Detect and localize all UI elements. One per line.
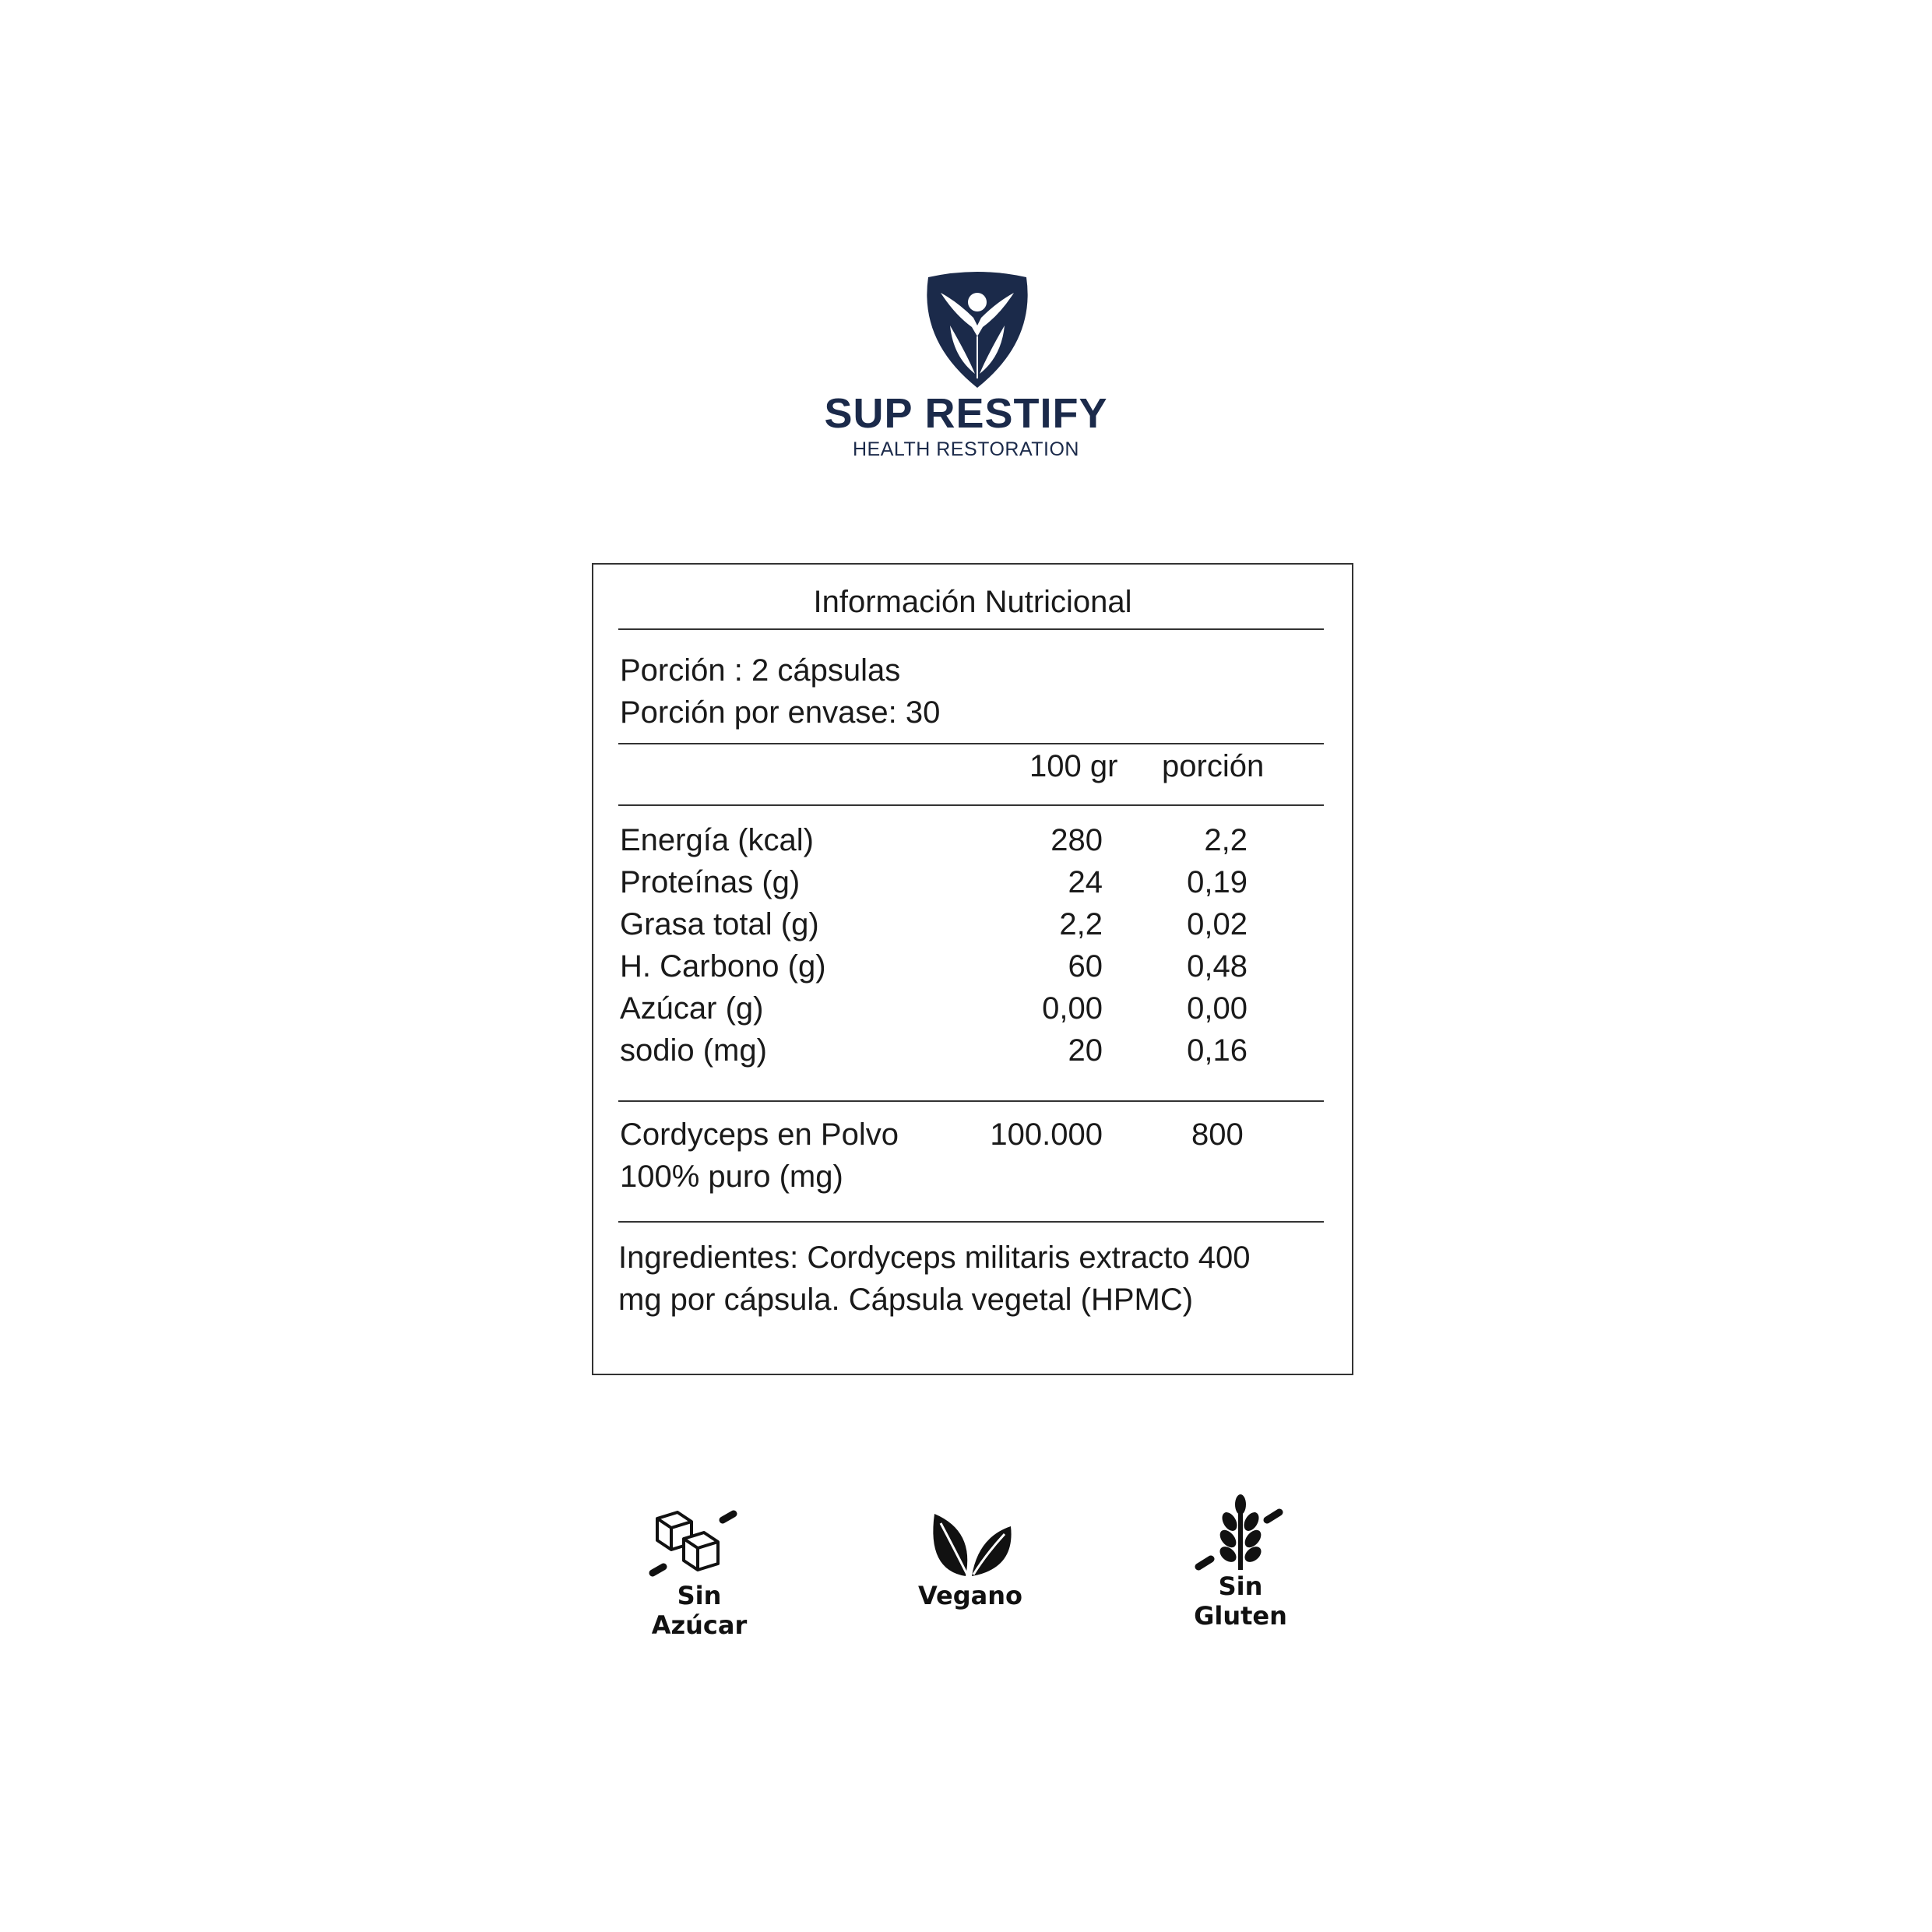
cordyceps-label-line2: 100% puro (mg) (620, 1160, 843, 1194)
servings-per-container: Porción por envase: 30 (620, 695, 941, 730)
brand-logo-icon (919, 271, 1036, 389)
nutrient-value-100g: 0,00 (1042, 991, 1103, 1026)
badge-sin-azucar (629, 1503, 769, 1640)
badge-sin-gluten (1170, 1494, 1311, 1631)
divider (618, 743, 1324, 744)
cordyceps-value-100g: 100.000 (990, 1117, 1103, 1152)
divider (618, 1221, 1324, 1223)
nutrient-value-portion: 0,16 (1187, 1033, 1248, 1068)
divider (618, 1100, 1324, 1102)
divider (618, 804, 1324, 806)
brand-name: SUP RESTIFY (824, 390, 1108, 437)
nutrient-label: Azúcar (g) (620, 991, 764, 1026)
brand-tagline: HEALTH RESTORATION (853, 438, 1079, 460)
ingredients-line1: Ingredientes: Cordyceps militaris extracto 400 (618, 1240, 1251, 1275)
sugar-cubes-crossed-icon (629, 1503, 769, 1581)
serving-size: Porción : 2 cápsulas (620, 653, 901, 688)
nutrient-value-100g: 24 (1068, 865, 1103, 899)
nutrient-label: H. Carbono (g) (620, 949, 826, 984)
badge-vegano (900, 1503, 1040, 1628)
badge-label: Vegano (918, 1581, 1022, 1610)
nutrient-label: Energía (kcal) (620, 823, 814, 857)
ingredients-line2: mg por cápsula. Cápsula vegetal (HPMC) (618, 1283, 1194, 1317)
nutrient-value-portion: 0,48 (1187, 949, 1248, 984)
column-header-portion: porción (1162, 749, 1265, 783)
leaves-icon (900, 1503, 1040, 1581)
badge-label: Sin Gluten (1194, 1571, 1287, 1631)
nutrient-value-100g: 280 (1050, 823, 1103, 857)
nutrient-label: sodio (mg) (620, 1033, 767, 1068)
panel-title: Información Nutricional (813, 585, 1132, 619)
cordyceps-label-line1: Cordyceps en Polvo (620, 1117, 899, 1152)
nutrient-value-portion: 0,02 (1187, 907, 1248, 941)
nutrient-label: Proteínas (g) (620, 865, 801, 899)
nutrient-value-100g: 60 (1068, 949, 1103, 984)
divider (618, 628, 1324, 630)
nutrient-value-portion: 0,19 (1187, 865, 1248, 899)
column-header-100g: 100 gr (1029, 749, 1118, 783)
nutrition-panel (592, 563, 1353, 1375)
nutrient-value-portion: 0,00 (1187, 991, 1248, 1026)
badge-label: Sin Azúcar (651, 1581, 748, 1640)
nutrient-value-100g: 2,2 (1059, 907, 1103, 941)
nutrient-value-portion: 2,2 (1204, 823, 1248, 857)
nutrient-label: Grasa total (g) (620, 907, 819, 941)
nutrient-value-100g: 20 (1068, 1033, 1103, 1068)
cordyceps-value-portion: 800 (1191, 1117, 1244, 1152)
wheat-crossed-icon (1170, 1494, 1311, 1571)
